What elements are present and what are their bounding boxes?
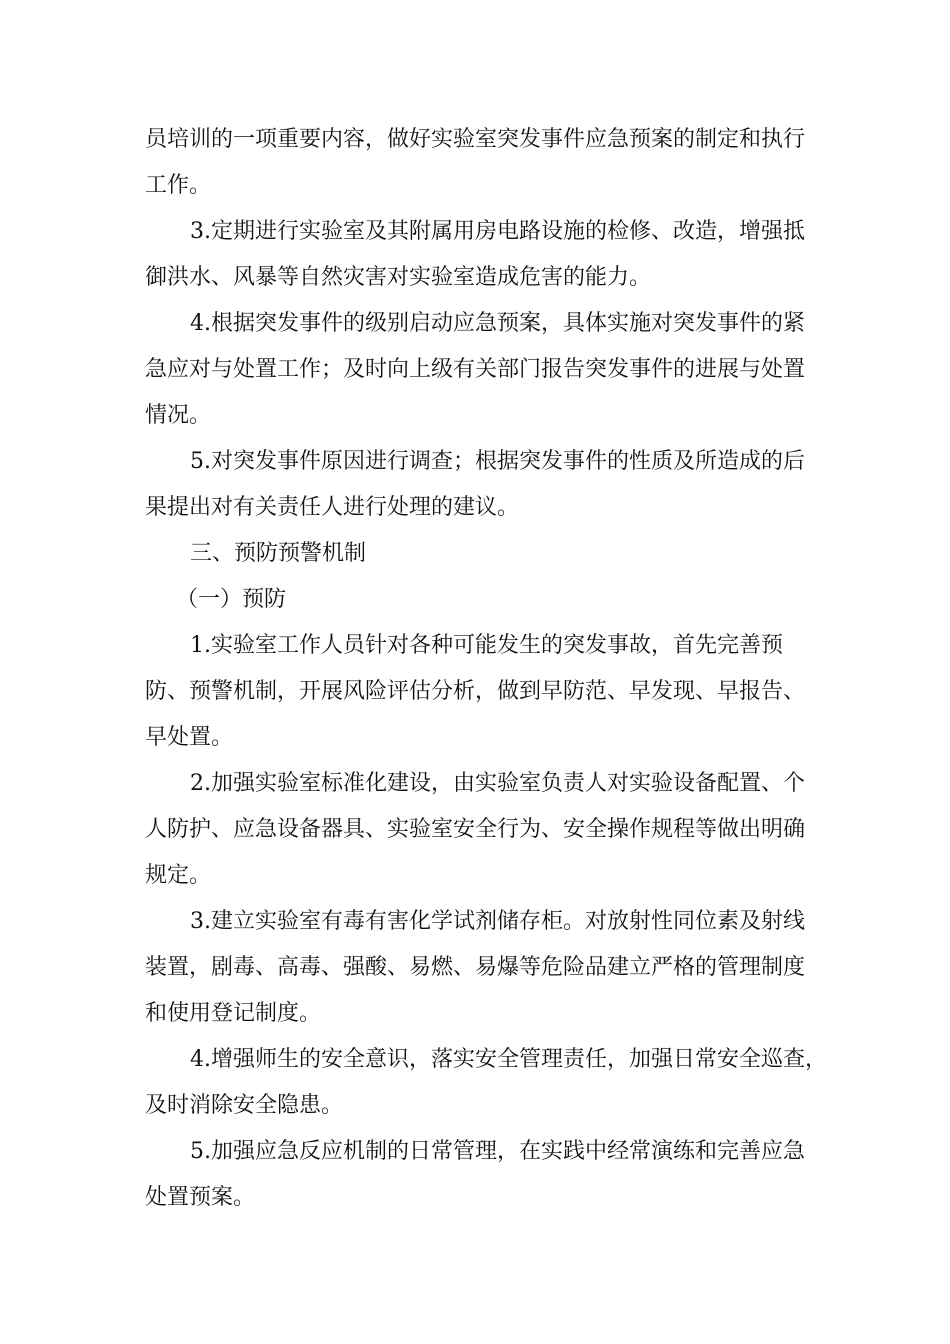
text-line: 5.加强应急反应机制的日常管理，在实践中经常演练和完善应急 xyxy=(190,1139,805,1164)
text-line: 1.实验室工作人员针对各种可能发生的突发事故，首先完善预 xyxy=(190,633,783,658)
text-line: 2.加强实验室标准化建设，由实验室负责人对实验设备配置、个 xyxy=(190,771,805,796)
text-line: 早处置。 xyxy=(145,725,234,750)
text-line: 工作。 xyxy=(145,173,212,198)
text-line: 人防护、应急设备器具、实验室安全行为、安全操作规程等做出明确 xyxy=(145,817,806,842)
text-line: 急应对与处置工作；及时向上级有关部门报告突发事件的进展与处置 xyxy=(145,357,806,382)
text-line: 处置预案。 xyxy=(145,1185,256,1210)
text-line: 果提出对有关责任人进行处理的建议。 xyxy=(145,495,520,520)
text-line: 3.定期进行实验室及其附属用房电路设施的检修、改造，增强抵 xyxy=(190,219,805,244)
text-line: 及时消除安全隐患。 xyxy=(145,1093,344,1118)
section-heading: 三、预防预警机制 xyxy=(190,541,367,566)
text-line: 3.建立实验室有毒有害化学试剂储存柜。对放射性同位素及射线 xyxy=(190,909,805,934)
text-line: 5.对突发事件原因进行调查；根据突发事件的性质及所造成的后 xyxy=(190,449,805,474)
text-line: 防、预警机制，开展风险评估分析，做到早防范、早发现、早报告、 xyxy=(145,679,806,704)
text-line: 装置，剧毒、高毒、强酸、易燃、易爆等危险品建立严格的管理制度 xyxy=(145,955,806,980)
text-line: 情况。 xyxy=(145,403,212,428)
subsection-heading: （一）预防 xyxy=(176,587,287,612)
text-line: 4.增强师生的安全意识，落实安全管理责任，加强日常安全巡查， xyxy=(190,1047,827,1072)
text-line: 4.根据突发事件的级别启动应急预案，具体实施对突发事件的紧 xyxy=(190,311,805,336)
text-line: 御洪水、风暴等自然灾害对实验室造成危害的能力。 xyxy=(145,265,652,290)
text-line: 规定。 xyxy=(145,863,212,888)
text-line: 员培训的一项重要内容，做好实验室突发事件应急预案的制定和执行 xyxy=(145,127,806,152)
text-line: 和使用登记制度。 xyxy=(145,1001,322,1026)
